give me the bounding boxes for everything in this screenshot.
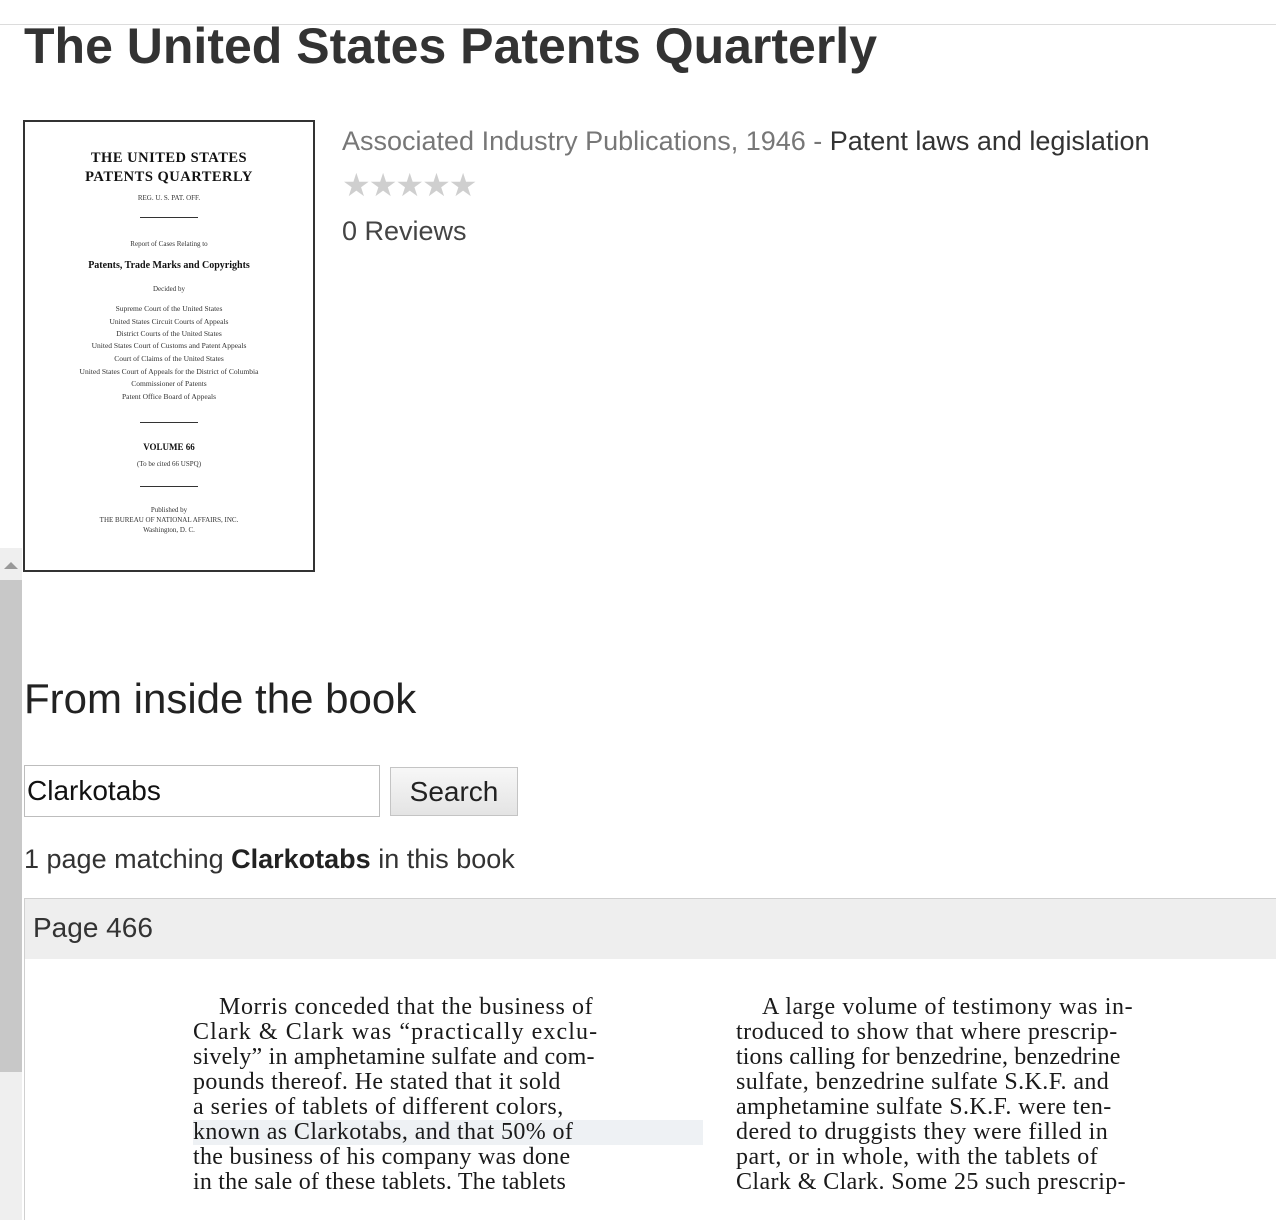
snippet-line: in the sale of these tablets. The tablets — [193, 1169, 566, 1195]
cover-court: Court of Claims of the United States — [114, 354, 224, 363]
cover-court: Commissioner of Patents — [131, 379, 207, 388]
cover-decided-by: Decided by — [152, 285, 186, 293]
result-page-header[interactable] — [25, 899, 1276, 959]
snippet-line-highlight: known as Clarkotabs, and that 50% of — [193, 1120, 703, 1145]
snippet-column-left[interactable] — [193, 995, 703, 1195]
search-result[interactable] — [24, 898, 1276, 1220]
snippet-line: sulfate, benzedrine sulfate S.K.F. and — [736, 1069, 1110, 1095]
cover-court: Supreme Court of the United States — [115, 304, 223, 313]
snippet-line: A large volume of testimony was in- — [762, 994, 1134, 1020]
snippet-line: tions calling for benzedrine, benzedrine — [736, 1044, 1121, 1070]
cover-volume: VOLUME 66 — [143, 442, 195, 452]
publisher-year: Associated Industry Publications, 1946 — [342, 126, 806, 156]
cover-cite-as: (To be cited 66 USPQ) — [136, 460, 202, 468]
cover-court: Patent Office Board of Appeals — [121, 392, 216, 401]
match-suffix: in this book — [370, 844, 515, 874]
cover-court: District Courts of the United States — [116, 329, 222, 338]
cover-rule — [140, 486, 198, 487]
snippet-line: amphetamine sulfate S.K.F. were ten- — [736, 1094, 1112, 1120]
cover-court: United States Circuit Courts of Appeals — [109, 317, 229, 326]
book-title: The United States Patents Quarterly — [24, 18, 878, 74]
snippet-line: a series of tablets of different colors, — [193, 1094, 564, 1120]
snippet-line: troduced to show that where prescrip- — [736, 1019, 1118, 1045]
search-button[interactable]: Search — [390, 767, 518, 816]
snippet-line: part, or in whole, with the tablets of — [736, 1144, 1099, 1170]
search-input[interactable] — [24, 765, 380, 817]
cover-rule — [140, 217, 198, 218]
snippet-line: sively” in amphetamine sulfate and com- — [193, 1044, 595, 1070]
cover-subject: Patents, Trade Marks and Copyrights — [88, 260, 250, 271]
cover-court: United States Court of Customs and Patent Appeals — [91, 341, 247, 350]
cover-report-of: Report of Cases Relating to — [130, 240, 208, 248]
snippet-line: the business of his company was done — [193, 1144, 571, 1170]
cover-title-line-1: THE UNITED STATES — [90, 150, 248, 166]
snippet-line: Clark & Clark. Some 25 such prescrip- — [736, 1169, 1127, 1195]
subject-link[interactable]: Patent laws and legislation — [829, 126, 1150, 156]
match-summary — [24, 842, 515, 876]
reviews-count[interactable]: 0 Reviews — [342, 216, 467, 246]
cover-court: United States Court of Appeals for the District of Columbia — [79, 367, 259, 376]
scroll-up-arrow-icon[interactable] — [4, 562, 18, 569]
cover-city: Washington, D. C. — [143, 526, 195, 534]
book-meta — [342, 124, 1149, 158]
scrollbar-thumb[interactable] — [0, 580, 22, 1072]
cover-published-by: Published by — [150, 506, 188, 514]
meta-separator: - — [805, 126, 830, 156]
match-prefix: 1 page matching — [24, 844, 232, 874]
snippet-line: Morris conceded that the business of — [219, 994, 594, 1020]
rating-stars-icon[interactable]: ★★★★★ — [342, 167, 476, 203]
cover-reg: REG. U. S. PAT. OFF. — [137, 194, 201, 202]
snippet-line: dered to druggists they were filled in — [736, 1119, 1109, 1145]
snippet-line: pounds thereof. He stated that it sold — [193, 1069, 561, 1095]
cover-rule — [140, 422, 198, 423]
cover-publisher: THE BUREAU OF NATIONAL AFFAIRS, INC. — [99, 516, 239, 524]
snippet-column-right[interactable] — [736, 995, 1246, 1195]
snippet-line: Clark & Clark was “practically exclu- — [193, 1019, 599, 1045]
book-cover-image[interactable] — [23, 120, 315, 572]
match-term: Clarkotabs — [231, 844, 371, 874]
from-inside-heading: From inside the book — [24, 675, 417, 722]
cover-title-line-2: PATENTS QUARTERLY — [85, 169, 253, 185]
page-number-link[interactable]: Page 466 — [33, 912, 153, 943]
